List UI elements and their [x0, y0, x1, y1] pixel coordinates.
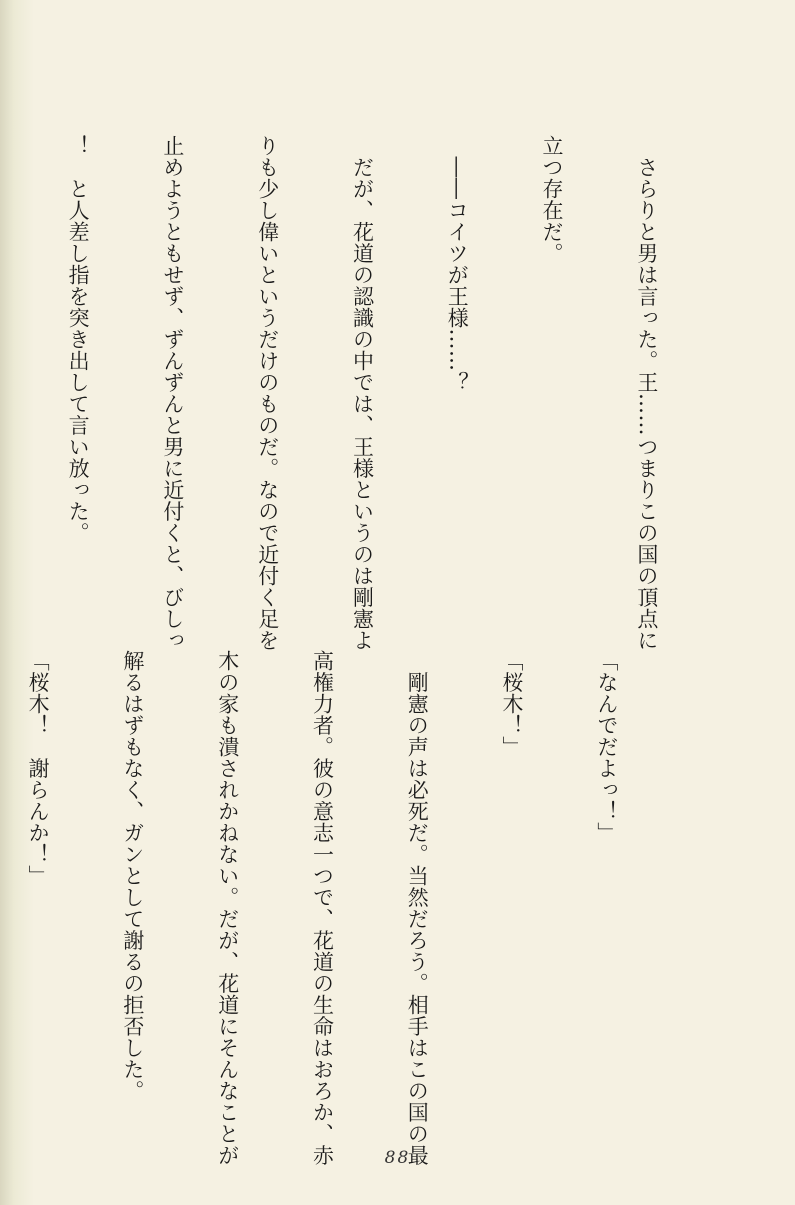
page-number: 88: [384, 1148, 411, 1168]
text-line: 「桜木！ 謝らんか！」: [26, 650, 51, 887]
text-line: 解るはずもなく、ガンとして謝るの拒否した。: [120, 650, 145, 1102]
text-line: 高権力者。彼の意志一つで、花道の生命はおろか、赤: [310, 650, 335, 1166]
text-line: 剛憲の声は必死だ。当然だろう。相手はこの国の最: [405, 650, 430, 1166]
text-block-upper: [0, 135, 725, 651]
text-line: 「なんでだよっ！」: [594, 650, 619, 844]
text-line: ――コイツが王様……？: [445, 135, 470, 393]
text-line: 止めようともせず、ずんずんと男に近付くと、びしっ: [160, 135, 185, 651]
text-line: りも少し偉いというだけのものだ。なので近付く足を: [255, 135, 280, 651]
text-line: 立つ存在だ。: [540, 135, 565, 264]
text-line: さらりと男は言った。王……つまりこの国の頂点に: [634, 135, 659, 651]
text-line: だが、花道の認識の中では、王様というのは剛憲よ: [350, 135, 375, 651]
text-line: 「桜木！」: [500, 650, 525, 758]
text-line: ！ と人差し指を突き出して言い放った。: [66, 135, 91, 544]
text-line: 木の家も潰されかねない。だが、花道にそんなことが: [215, 650, 240, 1166]
